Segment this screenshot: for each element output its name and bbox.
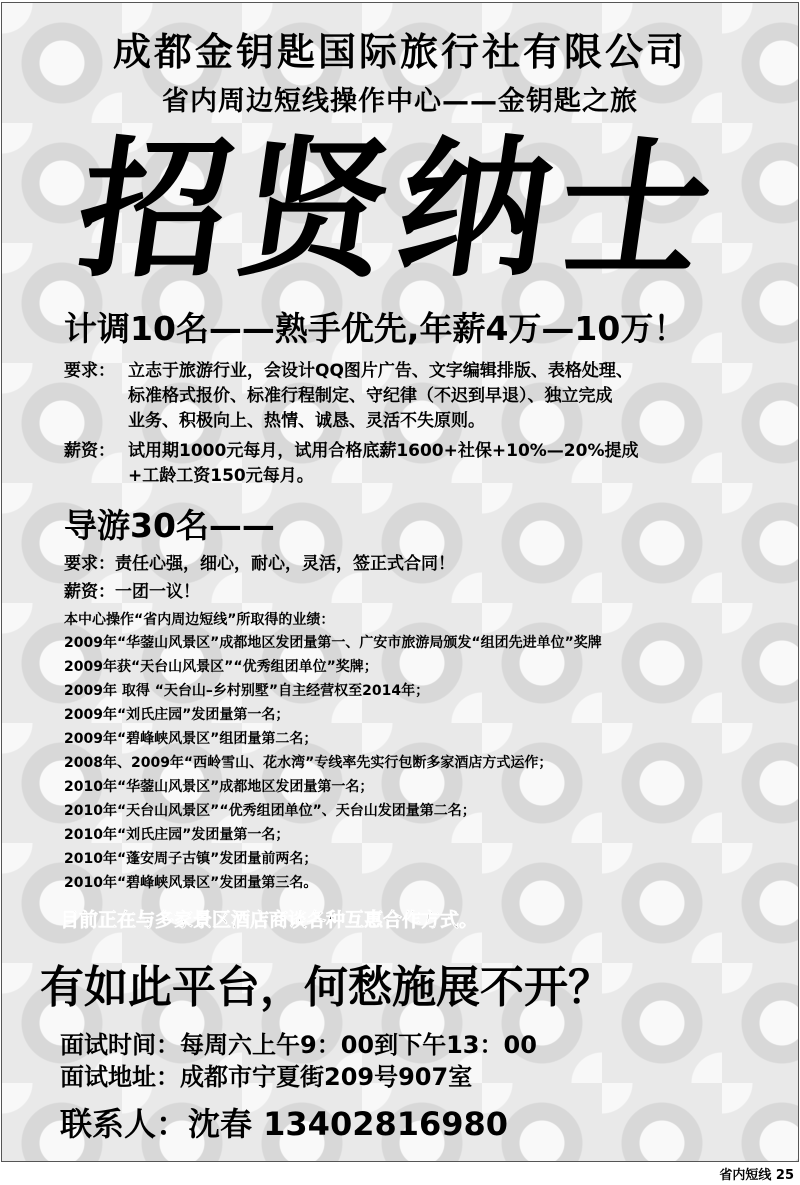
job1-pay-line: 试用期1000元每月，试用合格底薪1600+社保+10%—20%提成 — [128, 441, 639, 461]
achievement-item: 2009年“华蓥山风景区”成都地区发团量第一、广安市旅游局颁发“组团先进单位”奖牌 — [64, 635, 602, 651]
achievement-item: 2010年“华蓥山风景区”成都地区发团量第一名； — [64, 779, 374, 795]
job2-pay: 薪资：一团一议！ — [64, 582, 200, 602]
achievement-item: 2010年“天台山风景区”“优秀组团单位”、天台山发团量第二名； — [64, 803, 476, 819]
achievement-item: 2010年“刘氏庄园”发团量第一名； — [64, 827, 290, 843]
job1-title: 计调10名——熟手优先,年薪4万—10万！ — [64, 309, 687, 348]
page-number: 25 — [775, 1168, 794, 1183]
contact-info: 联系人：沈春 13402816980 — [60, 1105, 509, 1143]
achievement-item: 2009年获“天台山风景区”“优秀组团单位”奖牌； — [64, 659, 378, 675]
achievement-item: 2008年、2009年“西岭雪山、花水湾”专线率先实行包断多家酒店方式运作； — [64, 755, 553, 771]
achievement-item: 2009年“刘氏庄园”发团量第一名； — [64, 707, 290, 723]
interview-time: 面试时间：每周六上午9：00到下午13：00 — [60, 1031, 537, 1059]
job1-req-line: 业务、积极向上、热情、诚恳、灵活不失原则。 — [128, 411, 485, 431]
job1-req-label: 要求： — [64, 361, 115, 381]
achievements-intro: 本中心操作“省内周边短线”所取得的业绩： — [64, 612, 335, 628]
recruitment-poster — [1, 2, 799, 1162]
achievement-item: 2010年“蓬安周子古镇”发团量前两名； — [64, 851, 318, 867]
job1-req-line: 立志于旅游行业，会设计QQ图片广告、文字编辑排版、表格处理、 — [128, 361, 633, 381]
center-subtitle: 省内周边短线操作中心——金钥匙之旅 — [162, 86, 638, 117]
slogan: 有如此平台，何愁施展不开？ — [40, 962, 612, 1013]
job2-title: 导游30名—— — [64, 506, 275, 545]
cooperation-notice: 目前正在与多家景区酒店商谈各种互惠合作方式。 — [60, 909, 479, 931]
job1-req-line: 标准格式报价、标准行程制定、守纪律（不迟到早退）、独立完成 — [128, 386, 613, 406]
achievement-item: 2010年“碧峰峡风景区”发团量第三名。 — [64, 875, 318, 891]
interview-address: 面试地址：成都市宁夏街209号907室 — [60, 1063, 473, 1091]
job2-requirements: 要求：责任心强，细心，耐心，灵活，签正式合同！ — [64, 554, 455, 574]
company-name: 成都金钥匙国际旅行社有限公司 — [112, 30, 687, 74]
achievement-item: 2009年 取得 “天台山–乡村别墅”自主经营权至2014年； — [64, 683, 430, 699]
footer-section: 省内短线 — [719, 1168, 772, 1183]
achievement-item: 2009年“碧峰峡风景区”组团量第二名； — [64, 731, 318, 747]
recruitment-headline: 招贤纳士 — [67, 122, 733, 298]
job1-pay-line: +工龄工资150元每月。 — [128, 466, 314, 486]
page-footer — [719, 1164, 794, 1183]
job1-pay-label: 薪资： — [64, 441, 115, 461]
